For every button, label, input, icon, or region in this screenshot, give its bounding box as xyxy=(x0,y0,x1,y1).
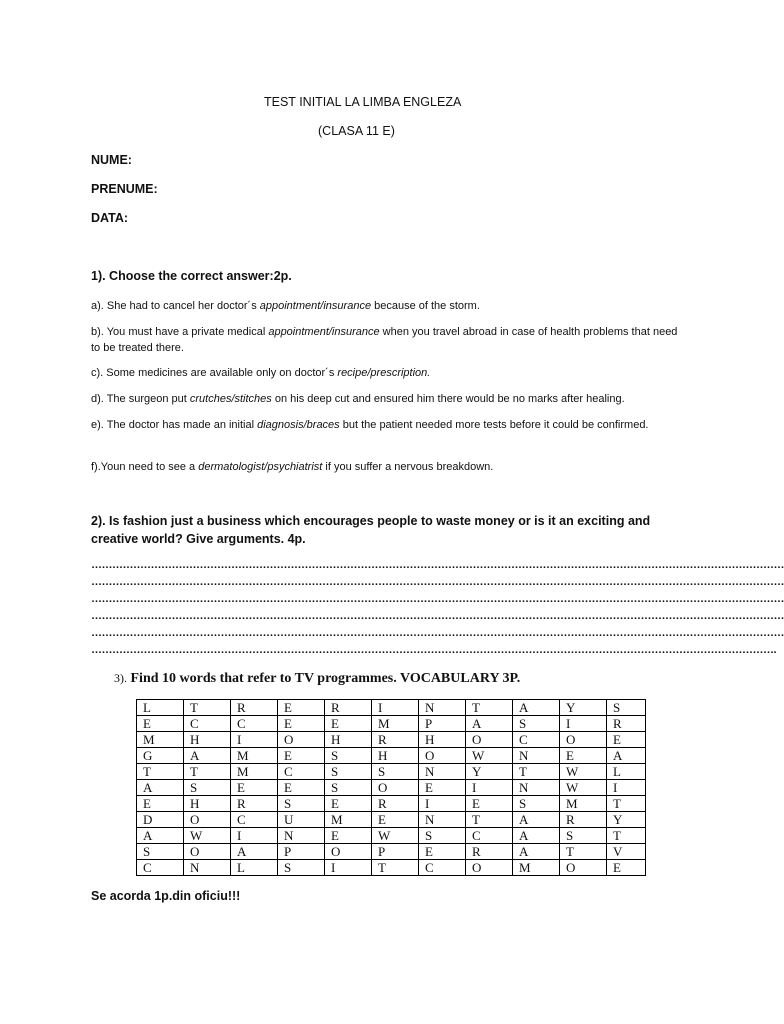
grid-cell[interactable]: A xyxy=(137,780,184,796)
grid-cell[interactable]: L xyxy=(607,764,646,780)
grid-cell[interactable]: I xyxy=(372,700,419,716)
item-options[interactable]: diagnosis/braces xyxy=(257,419,340,431)
grid-cell[interactable]: E xyxy=(137,716,184,732)
question-1-item xyxy=(91,417,681,433)
grid-cell[interactable]: E xyxy=(137,796,184,812)
grid-cell[interactable]: S xyxy=(325,748,372,764)
item-text: because of the storm. xyxy=(371,300,480,312)
grid-cell[interactable]: I xyxy=(607,780,646,796)
grid-cell[interactable]: E xyxy=(325,796,372,812)
grid-cell[interactable]: N xyxy=(419,764,466,780)
grid-cell[interactable]: R xyxy=(560,812,607,828)
grid-cell[interactable]: E xyxy=(607,860,646,876)
grid-cell[interactable]: D xyxy=(137,812,184,828)
answer-line: ……………………………………………………………………………………………………………………………………………………………………………… xyxy=(91,627,784,639)
grid-cell[interactable]: I xyxy=(419,796,466,812)
grid-cell[interactable]: L xyxy=(231,860,278,876)
grid-row xyxy=(137,732,646,748)
grid-cell[interactable]: N xyxy=(184,860,231,876)
grid-cell[interactable]: W xyxy=(184,828,231,844)
grid-cell[interactable]: T xyxy=(513,764,560,780)
grid-row xyxy=(137,748,646,764)
grid-cell[interactable]: S xyxy=(513,796,560,812)
grid-cell[interactable]: N xyxy=(513,748,560,764)
question-3-heading-row xyxy=(114,671,520,687)
grid-cell[interactable]: R xyxy=(231,700,278,716)
question-1-item xyxy=(91,298,681,314)
item-text: a). She had to cancel her doctor´s xyxy=(91,300,260,312)
grid-cell[interactable]: E xyxy=(325,828,372,844)
grid-cell[interactable]: S xyxy=(607,700,646,716)
word-search-grid xyxy=(136,699,646,876)
grid-cell[interactable]: O xyxy=(560,860,607,876)
grid-cell[interactable]: R xyxy=(325,700,372,716)
grid-cell[interactable]: S xyxy=(137,844,184,860)
grid-cell[interactable]: T xyxy=(137,764,184,780)
grid-cell[interactable]: A xyxy=(184,748,231,764)
grid-cell[interactable]: A xyxy=(231,844,278,860)
grid-cell[interactable]: O xyxy=(560,732,607,748)
answer-line: ……………………………………………………………………………………………………………………………………………………………………………… xyxy=(91,593,784,605)
grid-cell[interactable]: M xyxy=(372,716,419,732)
grid-row xyxy=(137,828,646,844)
grid-cell[interactable]: S xyxy=(560,828,607,844)
grid-cell[interactable]: A xyxy=(466,716,513,732)
grid-cell[interactable]: C xyxy=(419,860,466,876)
grid-row xyxy=(137,716,646,732)
grid-row xyxy=(137,780,646,796)
item-text: c). Some medicines are available only on doctor´s xyxy=(91,367,338,379)
item-options[interactable]: appointment/insurance xyxy=(259,300,372,312)
answer-line: ……………………………………………………………………………………………………………………………………………………………………………… xyxy=(91,559,784,571)
class-label: (CLASA 11 E) xyxy=(318,124,395,138)
answer-line: ……………………………………………………………………………………………………………………………………………………………………………. xyxy=(91,644,777,656)
grid-cell[interactable]: S xyxy=(184,780,231,796)
grid-cell[interactable]: A xyxy=(513,828,560,844)
grid-cell[interactable]: P xyxy=(278,844,325,860)
surname-field-label: PRENUME: xyxy=(91,182,158,196)
grid-cell[interactable]: E xyxy=(372,812,419,828)
grid-cell[interactable]: A xyxy=(607,748,646,764)
grid-cell[interactable]: S xyxy=(325,764,372,780)
grid-cell[interactable]: E xyxy=(466,796,513,812)
grid-cell[interactable]: R xyxy=(372,732,419,748)
grid-cell[interactable]: A xyxy=(513,844,560,860)
grid-cell[interactable]: P xyxy=(419,716,466,732)
grid-cell[interactable]: C xyxy=(278,764,325,780)
grid-cell[interactable]: A xyxy=(137,828,184,844)
grid-cell[interactable]: N xyxy=(419,812,466,828)
grid-cell[interactable]: C xyxy=(466,828,513,844)
grid-cell[interactable]: T xyxy=(607,796,646,812)
grid-cell[interactable]: H xyxy=(325,732,372,748)
grid-cell[interactable]: S xyxy=(278,796,325,812)
grid-cell[interactable]: L xyxy=(137,700,184,716)
grid-cell[interactable]: I xyxy=(231,828,278,844)
grid-cell[interactable]: T xyxy=(466,700,513,716)
grid-cell[interactable]: C xyxy=(231,812,278,828)
grid-cell[interactable]: R xyxy=(231,796,278,812)
grid-cell[interactable]: E xyxy=(278,716,325,732)
grid-cell[interactable]: T xyxy=(466,812,513,828)
question-1-heading: 1). Choose the correct answer:2p. xyxy=(91,269,292,283)
grid-cell[interactable]: Y xyxy=(607,812,646,828)
grid-cell[interactable]: M xyxy=(231,764,278,780)
question-1-item xyxy=(91,459,681,475)
grid-cell[interactable]: E xyxy=(607,732,646,748)
item-options[interactable]: recipe/prescription. xyxy=(337,367,431,379)
grid-cell[interactable]: I xyxy=(560,716,607,732)
grid-cell[interactable]: N xyxy=(278,828,325,844)
grid-cell[interactable]: V xyxy=(607,844,646,860)
grid-cell[interactable]: O xyxy=(184,844,231,860)
item-options[interactable]: crutches/stitches xyxy=(189,393,272,405)
item-text: f).Youn need to see a xyxy=(91,461,199,473)
grid-cell[interactable]: S xyxy=(325,780,372,796)
grid-cell[interactable]: E xyxy=(231,780,278,796)
grid-cell[interactable]: C xyxy=(184,716,231,732)
grid-cell[interactable]: W xyxy=(560,780,607,796)
item-text: when you travel abroad in case of health problems that need to be treated there. xyxy=(91,326,678,354)
grid-cell[interactable]: Y xyxy=(466,764,513,780)
grid-cell[interactable]: H xyxy=(184,732,231,748)
grid-row xyxy=(137,700,646,716)
grid-cell[interactable]: C xyxy=(231,716,278,732)
question-3-number: 3). xyxy=(114,671,127,685)
grid-cell[interactable]: E xyxy=(560,748,607,764)
grid-cell[interactable]: S xyxy=(278,860,325,876)
grid-cell[interactable]: W xyxy=(466,748,513,764)
grid-cell[interactable]: E xyxy=(419,844,466,860)
grid-cell[interactable]: M xyxy=(325,812,372,828)
grid-cell[interactable]: T xyxy=(560,844,607,860)
grid-cell[interactable]: R xyxy=(607,716,646,732)
grid-cell[interactable]: T xyxy=(372,860,419,876)
item-options[interactable]: appointment/insurance xyxy=(268,326,380,338)
grid-cell[interactable]: W xyxy=(372,828,419,844)
grid-cell[interactable]: O xyxy=(372,780,419,796)
grid-cell[interactable]: M xyxy=(513,860,560,876)
grid-cell[interactable]: A xyxy=(513,700,560,716)
item-text: d). The surgeon put xyxy=(91,393,190,405)
question-3-heading: Find 10 words that refer to TV programmes. VOCABULARY 3P. xyxy=(130,671,521,686)
question-1-item xyxy=(91,324,681,356)
grid-cell[interactable]: R xyxy=(466,844,513,860)
grid-cell[interactable]: M xyxy=(137,732,184,748)
grid-cell[interactable]: T xyxy=(607,828,646,844)
grid-cell[interactable]: S xyxy=(372,764,419,780)
grid-cell[interactable]: O xyxy=(466,732,513,748)
answer-line: ……………………………………………………………………………………………………………………………………………………………………………… xyxy=(91,576,784,588)
grid-cell[interactable]: W xyxy=(560,764,607,780)
grid-cell[interactable]: E xyxy=(278,700,325,716)
grid-row xyxy=(137,844,646,860)
grid-cell[interactable]: E xyxy=(278,748,325,764)
item-text: b). You must have a private medical xyxy=(91,326,269,338)
grid-cell[interactable]: T xyxy=(184,764,231,780)
item-text: on his deep cut and ensured him there would be no marks after healing. xyxy=(271,393,625,405)
grid-cell[interactable]: N xyxy=(419,700,466,716)
grid-cell[interactable]: T xyxy=(184,700,231,716)
grid-row xyxy=(137,860,646,876)
grid-row xyxy=(137,812,646,828)
grid-cell[interactable]: O xyxy=(278,732,325,748)
grid-cell[interactable]: E xyxy=(419,780,466,796)
grid-cell[interactable]: E xyxy=(325,716,372,732)
grid-cell[interactable]: H xyxy=(419,732,466,748)
grid-cell[interactable]: O xyxy=(419,748,466,764)
grid-cell[interactable]: N xyxy=(513,780,560,796)
item-options[interactable]: dermatologist/psychiatrist xyxy=(198,461,323,473)
grid-cell[interactable]: A xyxy=(513,812,560,828)
grid-row xyxy=(137,764,646,780)
grid-cell[interactable]: R xyxy=(372,796,419,812)
grid-cell[interactable]: O xyxy=(466,860,513,876)
grid-cell[interactable]: I xyxy=(325,860,372,876)
item-text: but the patient needed more tests before it could be confirmed. xyxy=(339,419,649,431)
grid-cell[interactable]: O xyxy=(184,812,231,828)
grid-cell[interactable]: Y xyxy=(560,700,607,716)
grid-cell[interactable]: I xyxy=(231,732,278,748)
grid-cell[interactable]: M xyxy=(231,748,278,764)
grid-cell[interactable]: G xyxy=(137,748,184,764)
grid-cell[interactable]: E xyxy=(278,780,325,796)
grid-cell[interactable]: U xyxy=(278,812,325,828)
name-field-label: NUME: xyxy=(91,153,132,167)
item-text: if you suffer a nervous breakdown. xyxy=(322,461,494,473)
answer-lines xyxy=(91,557,784,659)
grid-cell[interactable]: M xyxy=(560,796,607,812)
grid-cell[interactable]: H xyxy=(372,748,419,764)
grid-cell[interactable]: S xyxy=(419,828,466,844)
grid-cell[interactable]: I xyxy=(466,780,513,796)
item-text: e). The doctor has made an initial xyxy=(91,419,258,431)
question-1-item xyxy=(91,391,681,407)
grid-cell[interactable]: P xyxy=(372,844,419,860)
date-field-label: DATA: xyxy=(91,211,129,225)
question-1-item xyxy=(91,365,681,381)
question-2-heading: 2). Is fashion just a business which encourages people to waste money or is it an exciting and creative world? Give arguments. 4p. xyxy=(91,514,651,546)
grid-cell[interactable]: S xyxy=(513,716,560,732)
answer-line: ……………………………………………………………………………………………………………………………………………………………………………… xyxy=(91,610,784,622)
grid-cell[interactable]: C xyxy=(137,860,184,876)
grid-cell[interactable]: O xyxy=(325,844,372,860)
grid-cell[interactable]: C xyxy=(513,732,560,748)
test-title: TEST INITIAL LA LIMBA ENGLEZA xyxy=(264,95,462,109)
footer-note: Se acorda 1p.din oficiu!!! xyxy=(91,889,241,903)
grid-row xyxy=(137,796,646,812)
grid-cell[interactable]: H xyxy=(184,796,231,812)
